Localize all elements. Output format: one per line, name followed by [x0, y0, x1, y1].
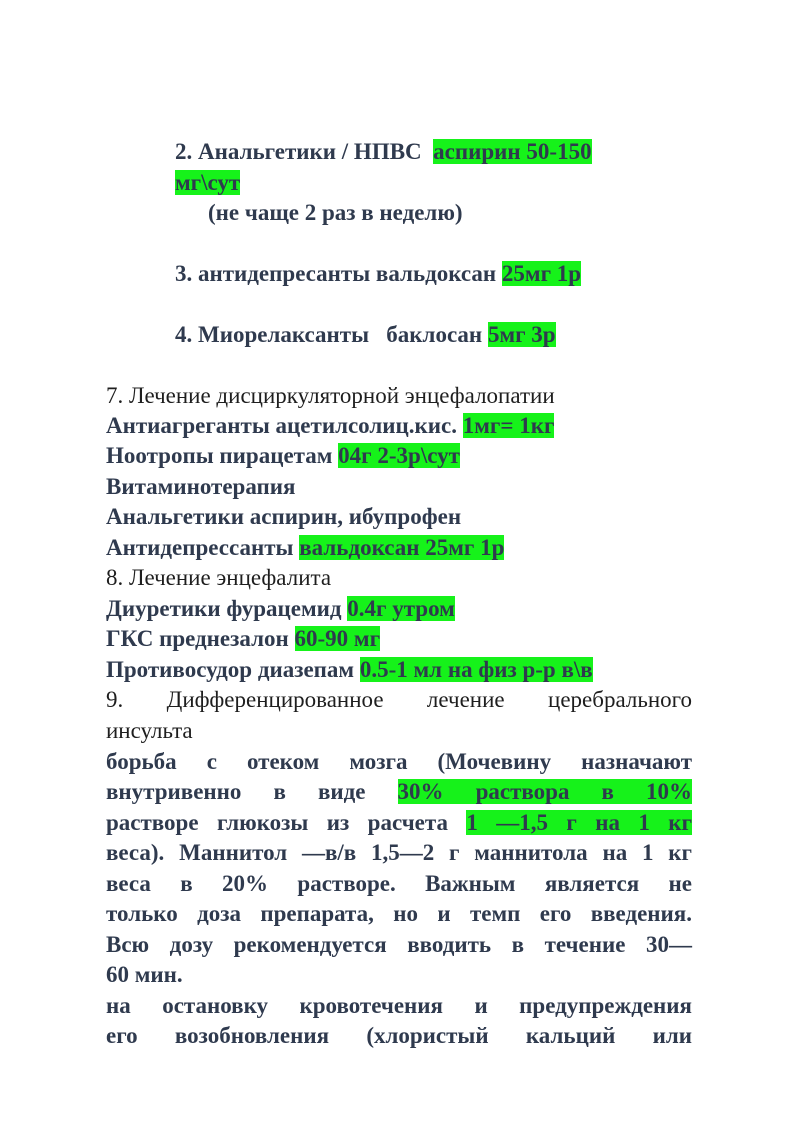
s9-para-line2	[106, 777, 692, 807]
s3-highlight: 25мг 1р	[501, 261, 582, 286]
s9-para-line4: веса). Маннитол —в/в 1,5—2 г маннитола на 1 кг	[106, 840, 692, 865]
s2-line1	[175, 137, 592, 167]
s7-row5-text: Антидепрессанты	[106, 535, 294, 560]
s2-line1-highlight: аспирин 50-150	[433, 139, 592, 164]
s4-highlight: 5мг 3р	[487, 322, 556, 347]
s7-row2	[106, 441, 460, 471]
s7-row1	[106, 411, 554, 441]
s4-text: 4. Миорелаксанты баклосан	[175, 322, 483, 347]
s8-row3	[106, 655, 593, 685]
s7-row5-highlight: вальдоксан 25мг 1р	[299, 535, 505, 560]
s8-heading: 8. Лечение энцефалита	[106, 565, 332, 590]
s2-line2-highlight: мг\сут	[175, 170, 241, 195]
s7-row1-text: Антиагреганты ацетилсолиц.кис.	[106, 413, 457, 438]
s7-heading: 7. Лечение дисциркуляторной энцефалопатии	[106, 383, 555, 408]
s7-row4: Анальгетики аспирин, ибупрофен	[106, 504, 462, 529]
s9-heading-line2: инсульта	[106, 718, 193, 743]
s8-row1-highlight: 0.4г утром	[347, 596, 455, 621]
s2-line3: (не чаще 2 раз в неделю)	[208, 200, 463, 225]
s8-row2-text: ГКС преднезалон	[106, 626, 289, 651]
s9-para-line6: только доза препарата, но и темп его введения.	[106, 901, 692, 926]
s8-row2-highlight: 60-90 мг	[294, 626, 381, 651]
s9-para-line3-highlight: 1 —1,5 г на 1 кг	[466, 810, 692, 835]
s9-para-line2-highlight: 30% раствора в 10%	[397, 779, 692, 804]
s9-para-line9: на остановку кровотечения и предупреждения	[106, 993, 692, 1018]
s8-row3-text: Противосудор диазепам	[106, 657, 355, 682]
s3-line	[175, 259, 581, 289]
s9-para-line2-text: внутривенно в виде	[106, 779, 366, 804]
s3-text: 3. антидепресанты вальдоксан	[175, 261, 497, 286]
s9-para-line8: 60 мин.	[106, 962, 183, 987]
s2-line1-text: 2. Анальгетики / НПВС	[175, 139, 422, 164]
s9-para-line10: его возобновления (хлористый кальций или	[106, 1023, 692, 1048]
s7-row2-text: Ноотропы пирацетам	[106, 443, 333, 468]
s9-para-line7: Всю дозу рекомендуется вводить в течение 30—	[106, 932, 692, 957]
s9-para-line3	[106, 808, 692, 838]
s8-row3-highlight: 0.5-1 мл на физ р-р в\в	[359, 657, 593, 682]
s9-heading-line1: 9. Дифференцированное лечение церебрального	[106, 687, 692, 712]
s8-row1	[106, 594, 455, 624]
s4-line	[175, 320, 556, 350]
s8-row2	[106, 624, 380, 654]
s7-row3: Витаминотерапия	[106, 474, 296, 499]
s7-row5	[106, 533, 504, 563]
s9-para-line3-text: растворе глюкозы из расчета	[106, 810, 448, 835]
s9-para-line5: веса в 20% растворе. Важным является не	[106, 871, 692, 896]
s9-para-line1: борьба с отеком мозга (Мочевину назначают	[106, 749, 692, 774]
s7-row2-highlight: 04г 2-3р\сут	[338, 443, 460, 468]
s2-line2	[175, 168, 240, 198]
s7-row1-highlight: 1мг= 1кг	[462, 413, 555, 438]
s8-row1-text: Диуретики фурацемид	[106, 596, 342, 621]
